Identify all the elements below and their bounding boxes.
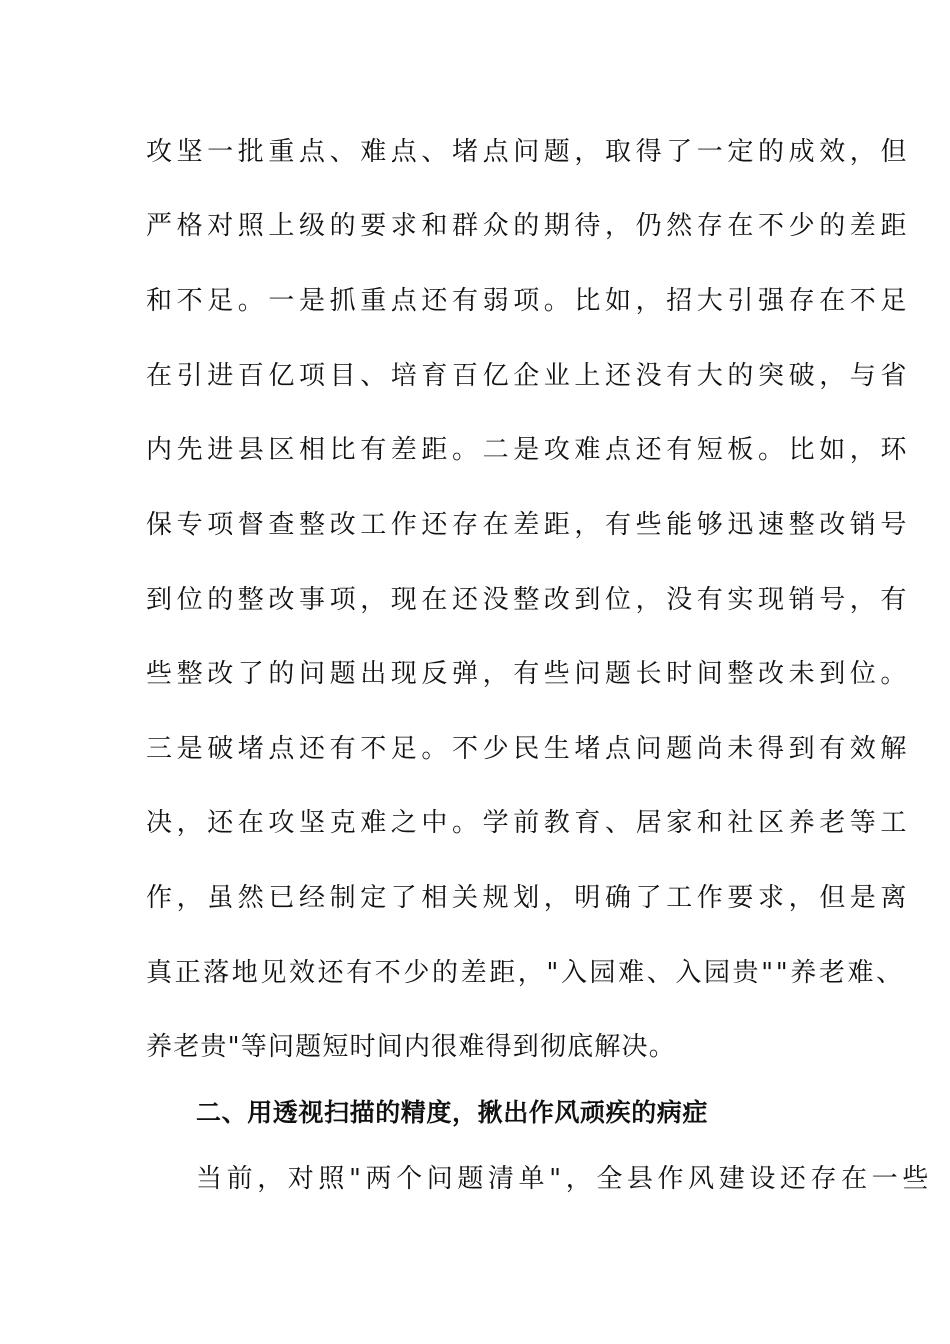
- body-text-line: 和不足。一是抓重点还有弱项。比如，招大引强存在不足: [146, 286, 912, 316]
- body-text-line: 当前，对照"两个问题清单"，全县作风建设还存在一些: [196, 1164, 933, 1194]
- body-text-line: 到位的整改事项，现在还没整改到位，没有实现销号，有: [146, 585, 912, 615]
- body-text-line: 些整改了的问题出现反弹，有些问题长时间整改未到位。: [146, 659, 912, 689]
- body-text-line: 保专项督查整改工作还存在差距，有些能够迅速整改销号: [146, 510, 912, 540]
- body-text-line: 作，虽然已经制定了相关规划，明确了工作要求，但是离: [146, 883, 912, 913]
- body-text-line: 内先进县区相比有差距。二是攻难点还有短板。比如，环: [146, 435, 912, 465]
- body-text-line: 三是破堵点还有不足。不少民生堵点问题尚未得到有效解: [146, 734, 912, 764]
- body-text-line: 真正落地见效还有不少的差距，"入园难、入园贵""养老难、: [146, 958, 905, 988]
- body-text-line: 决，还在攻坚克难之中。学前教育、居家和社区养老等工: [146, 808, 912, 838]
- section-heading: 二、用透视扫描的精度，揪出作风顽疾的病症: [196, 1098, 709, 1127]
- body-text-line: 在引进百亿项目、培育百亿企业上还没有大的突破，与省: [146, 361, 912, 391]
- body-text-line: 攻坚一批重点、难点、堵点问题，取得了一定的成效，但: [146, 137, 912, 167]
- body-text-line: 严格对照上级的要求和群众的期待，仍然存在不少的差距: [146, 211, 912, 241]
- body-text-line: 养老贵"等问题短时间内很难得到彻底解决。: [146, 1032, 676, 1062]
